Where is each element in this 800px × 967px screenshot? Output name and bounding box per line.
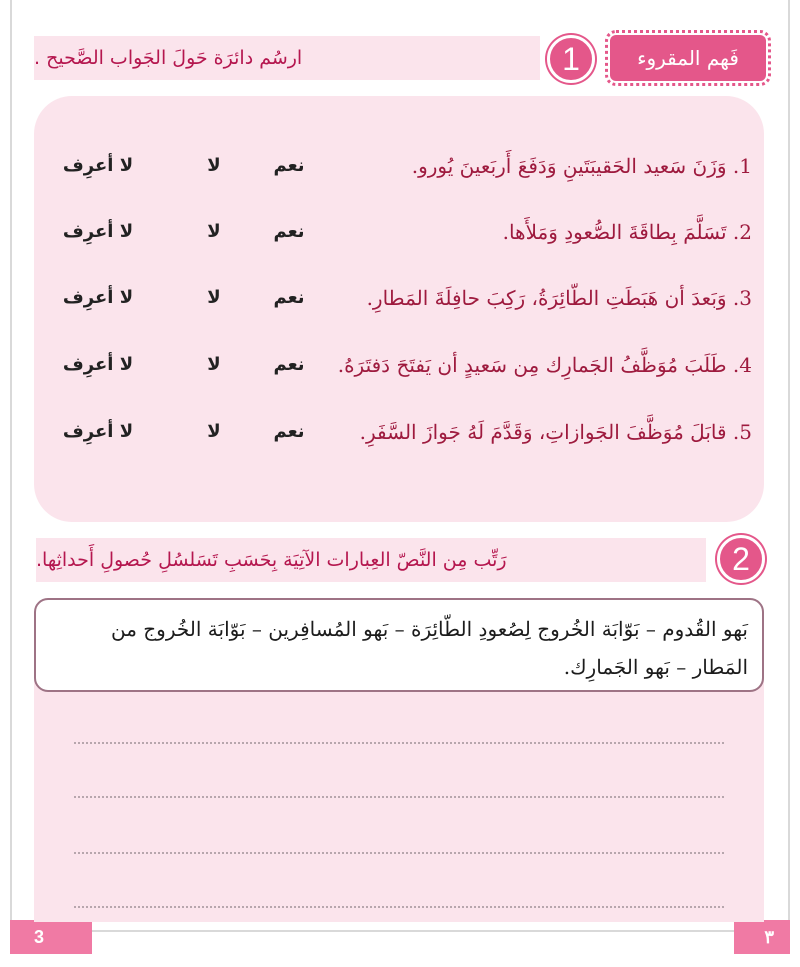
answer-line-2[interactable] [74,796,724,798]
word-bank-text: بَهو القُدوم – بَوّابَة الخُروج لِصُعودِ الطّائِرَة – بَهو المُسافِرين – بَوّابَة الخُروج من المَطار – بَهو الجَمارِك. [110,617,748,679]
quiz-row [34,412,764,452]
quiz-statement-2: 2. تَسَلَّمَ بِطاقَةَ الصُّعودِ وَمَلأَها. [502,220,752,244]
quiz-row [34,345,764,385]
quiz-statement-5: 5. قابَلَ مُوَظَّفَ الجَوازاتِ، وَقَدَّمَ لَهُ جَوازَ السَّفَرِ. [359,420,752,444]
section1-instruction: ارسُم دائرَة حَولَ الجَواب الصَّحيح . [34,47,303,69]
option-no-4[interactable]: لا [207,354,221,375]
quiz-row [34,278,764,318]
option-dont-know-3[interactable]: لا أعرِف [62,287,134,308]
option-yes-4[interactable]: نعم [273,354,305,375]
quiz-statement-3: 3. وَبَعدَ أن هَبَطَتِ الطّائِرَةُ، رَكِبَ حافِلَةَ المَطارِ. [366,286,752,310]
section2-number-badge: 2 [717,535,765,583]
section1-number-badge: 1 [547,35,595,83]
section1-tab-label: فَهم المقروء [610,35,766,81]
option-yes-2[interactable]: نعم [273,221,305,242]
section2-instruction: رَتِّب مِن النَّصّ العِبارات الآتِيَة بِحَسَبِ تَسَلسُلِ حُصولِ أَحداثِها. [36,549,507,571]
option-no-3[interactable]: لا [207,287,221,308]
option-dont-know-5[interactable]: لا أعرِف [62,421,134,442]
option-yes-1[interactable]: نعم [273,155,305,176]
quiz-box [34,96,764,522]
option-yes-5[interactable]: نعم [273,421,305,442]
answer-line-1[interactable] [74,742,724,744]
option-no-5[interactable]: لا [207,421,221,442]
answer-line-4[interactable] [74,906,724,908]
quiz-statement-4: 4. طَلَبَ مُوَظَّفُ الجَمارِك مِن سَعيدٍ أن يَفتَحَ دَفتَرَهُ. [337,353,752,377]
option-dont-know-1[interactable]: لا أعرِف [62,155,134,176]
option-yes-3[interactable]: نعم [273,287,305,308]
quiz-row [34,146,764,186]
page-number-left: 3 [10,920,92,954]
option-dont-know-4[interactable]: لا أعرِف [62,354,134,375]
option-no-2[interactable]: لا [207,221,221,242]
section2-instruction-bar [36,538,706,582]
quiz-statement-1: 1. وَزَنَ سَعيد الحَقيبَتَينِ وَدَفَعَ أَربَعينَ يُورو. [411,154,752,178]
option-dont-know-2[interactable]: لا أعرِف [62,221,134,242]
quiz-row [34,212,764,252]
option-no-1[interactable]: لا [207,155,221,176]
section1-instruction-bar [34,36,540,80]
word-bank-box [34,598,764,692]
page-number-right: ٣ [734,920,790,954]
answer-line-3[interactable] [74,852,724,854]
